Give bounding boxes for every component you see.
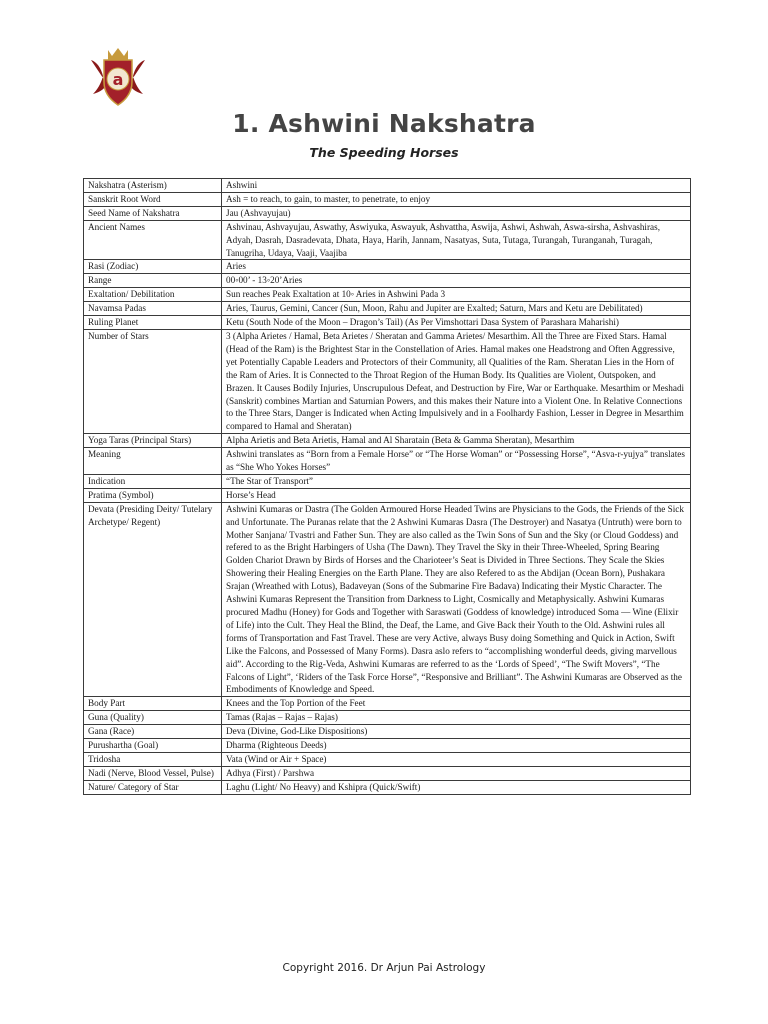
row-value: Laghu (Light/ No Heavy) and Kshipra (Quick/Swift) [222,780,691,794]
row-label: Rasi (Zodiac) [84,260,222,274]
page-title: 1. Ashwini Nakshatra [232,109,536,138]
table-row [84,780,691,794]
row-label: Number of Stars [84,329,222,433]
row-value: Horse’s Head [222,488,691,502]
table-row [84,316,691,330]
table-row [84,488,691,502]
table-row [84,260,691,274]
row-value: Deva (Divine, God-Like Dispositions) [222,725,691,739]
row-label: Seed Name of Nakshatra [84,206,222,220]
table-row [84,434,691,448]
row-label: Yoga Taras (Principal Stars) [84,434,222,448]
copyright-footer: Copyright 2016. Dr Arjun Pai Astrology [282,962,486,974]
row-value: Aries [222,260,691,274]
table-row [84,274,691,288]
row-label: Nadi (Nerve, Blood Vessel, Pulse) [84,766,222,780]
row-value: Adhya (First) / Parshwa [222,766,691,780]
table-row [84,192,691,206]
table-row [84,220,691,260]
row-label: Navamsa Padas [84,302,222,316]
row-value: Ashwini Kumaras or Dastra (The Golden Armoured Horse Headed Twins are Physicians to the Gods, the Friends of the Sick and Unfortunate. The Puranas relate that the 2 Ashwini Kumaras Dasra (The Destroyer) and Nasatya (Untruth) were born to Mother Sanjana/ Tvastri and Father Sun. They are also called as the Twin Sons of Sun and the Sky (or Cloud Goddess) and refered to as the Bright Harbingers of Usha (The Dawn). They Travel the Sky in their Three-Wheeled, Spring Bearing Golden Chariot Drawn by Birds of Horses and the Charioteer’s Seat is Divided in Three Sections. They Scale the Skies Showering their Healing Energies on the Earth Plane. They are also Refered to as the Abdijan (Ocean Born), Pushakara Srajan (Wreathed with Lotus), Badaveyan (Sons of the Submarine Fire Badava) Indicating their Mystic Character. The Ashwini Kumaras Represent the Transition from Darkness to Light, Cosmically and Metaphysically. Ashwini Kumaras procured Madhu (Honey) for Gods and Together with Saraswati (Goddess of knowledge) introduced Soma — Wine (Elixir of Life) into the Cult. They Heal the Blind, the Deaf, the Lame, and Give Back their Youth to the Old. Ashwini rules all forms of Transportation and Fast Travel. These are very Active, always Busy doing Something and Quick in Action, Swift Like the Falcons, and Possessed of Many Forms). Dasra aslo refers to “accomplishing wonderful deeds, giving marvellous aid”. According to the Rig-Veda, Ashwini Kumaras are referred to as the ‘Lords of Speed’, “The Swift Movers”, “The Falcons of Light”, ‘Riders of the Task Force Horse”, “Responsive and Brilliant”. The Ashwini Kumaras are Observed as the Embodiments of Knowledge and Speed. [222,502,691,697]
row-label: Devata (Presiding Deity/ Tutelary Archetype/ Regent) [84,502,222,697]
row-value: Ashvinau, Ashvayujau, Aswathy, Aswiyuka, Aswayuk, Ashvattha, Aswija, Ashwi, Ashwah, Aswa-sirsha, Ashvashiras, Adyah, Dasrah, Dasradevata, Dhata, Haya, Harih, Jannam, Nasatyas, Suta, Tutaga, Turangah, Turanganah, Turagah, Tanugriha, Udaya, Vaaji, Vaajiba [222,220,691,260]
row-label: Guna (Quality) [84,711,222,725]
row-label: Purushartha (Goal) [84,739,222,753]
table-row [84,206,691,220]
table-row [84,179,691,193]
row-label: Sanskrit Root Word [84,192,222,206]
table-row [84,502,691,697]
row-value: Ketu (South Node of the Moon – Dragon’s Tail) (As Per Vimshottari Dasa System of Parashara Maharishi) [222,316,691,330]
row-label: Gana (Race) [84,725,222,739]
row-label: Range [84,274,222,288]
row-value: Tamas (Rajas – Rajas – Rajas) [222,711,691,725]
table-row [84,739,691,753]
row-value: Ash = to reach, to gain, to master, to penetrate, to enjoy [222,192,691,206]
table-row [84,725,691,739]
crest-logo-icon [87,44,149,108]
table-row [84,288,691,302]
table-row [84,329,691,433]
table-row [84,302,691,316]
row-label: Nature/ Category of Star [84,780,222,794]
row-value: 3 (Alpha Arietes / Hamal, Beta Arietes / Sheratan and Gamma Arietes/ Mesarthim. All the Three are Fixed Stars. Hamal (Head of the Ram) is the Brightest Star in the Constellation of Aries. Hamal makes one Headstrong and Often Aggressive, yet Potentially Capable Leaders and Protectors of their Community, all Qualities of the Ram. Sheratan Lies in the Horn of the Ram of Aries. It is Connected to the Throat Region of the Human Body. Its Qualities are Violent, Outspoken, and Brazen. It Causes Bodily Injuries, Unscrupulous Defeat, and Destruction by Fire, War or Earthquake. Mesarthim or Meshadi (Sanskrit) combines Martian and Saturnian Powers, and this makes their Nature into a Violent One. In Relative Connections to the Three Stars, Danger is Indicated when Acting Impulsively and in a Foolhardy Fashion, Lesser in Degree in Mesarthim compared to Hamal and Sheratan) [222,329,691,433]
table-row [84,697,691,711]
row-label: Indication [84,474,222,488]
svg-text:a: a [112,70,124,89]
row-value: “The Star of Transport” [222,474,691,488]
row-label: Body Part [84,697,222,711]
row-value: Ashwini [222,179,691,193]
row-value: Ashwini translates as “Born from a Female Horse” or “The Horse Woman” or “Possessing Horse”, “Asva-r-yujya” translates as “She Who Yokes Horses” [222,448,691,475]
table-row [84,752,691,766]
row-value: Aries, Taurus, Gemini, Cancer (Sun, Moon, Rahu and Jupiter are Exalted; Saturn, Mars and Ketu are Debilitated) [222,302,691,316]
row-label: Tridosha [84,752,222,766]
row-value: Sun reaches Peak Exaltation at 10◦ Aries in Ashwini Pada 3 [222,288,691,302]
page-subtitle: The Speeding Horses [309,145,459,160]
row-value: 00◦00’ - 13◦20’Aries [222,274,691,288]
row-value: Vata (Wind or Air + Space) [222,752,691,766]
table-row [84,474,691,488]
nakshatra-info-table [83,178,691,795]
table-row [84,766,691,780]
row-value: Dharma (Righteous Deeds) [222,739,691,753]
table-row [84,711,691,725]
table-row [84,448,691,475]
row-value: Knees and the Top Portion of the Feet [222,697,691,711]
row-label: Nakshatra (Asterism) [84,179,222,193]
row-value: Jau (Ashvayujau) [222,206,691,220]
row-label: Exaltation/ Debilitation [84,288,222,302]
row-label: Meaning [84,448,222,475]
row-value: Alpha Arietis and Beta Arietis, Hamal and Al Sharatain (Beta & Gamma Sheratan), Mesarthim [222,434,691,448]
row-label: Ancient Names [84,220,222,260]
row-label: Pratima (Symbol) [84,488,222,502]
row-label: Ruling Planet [84,316,222,330]
